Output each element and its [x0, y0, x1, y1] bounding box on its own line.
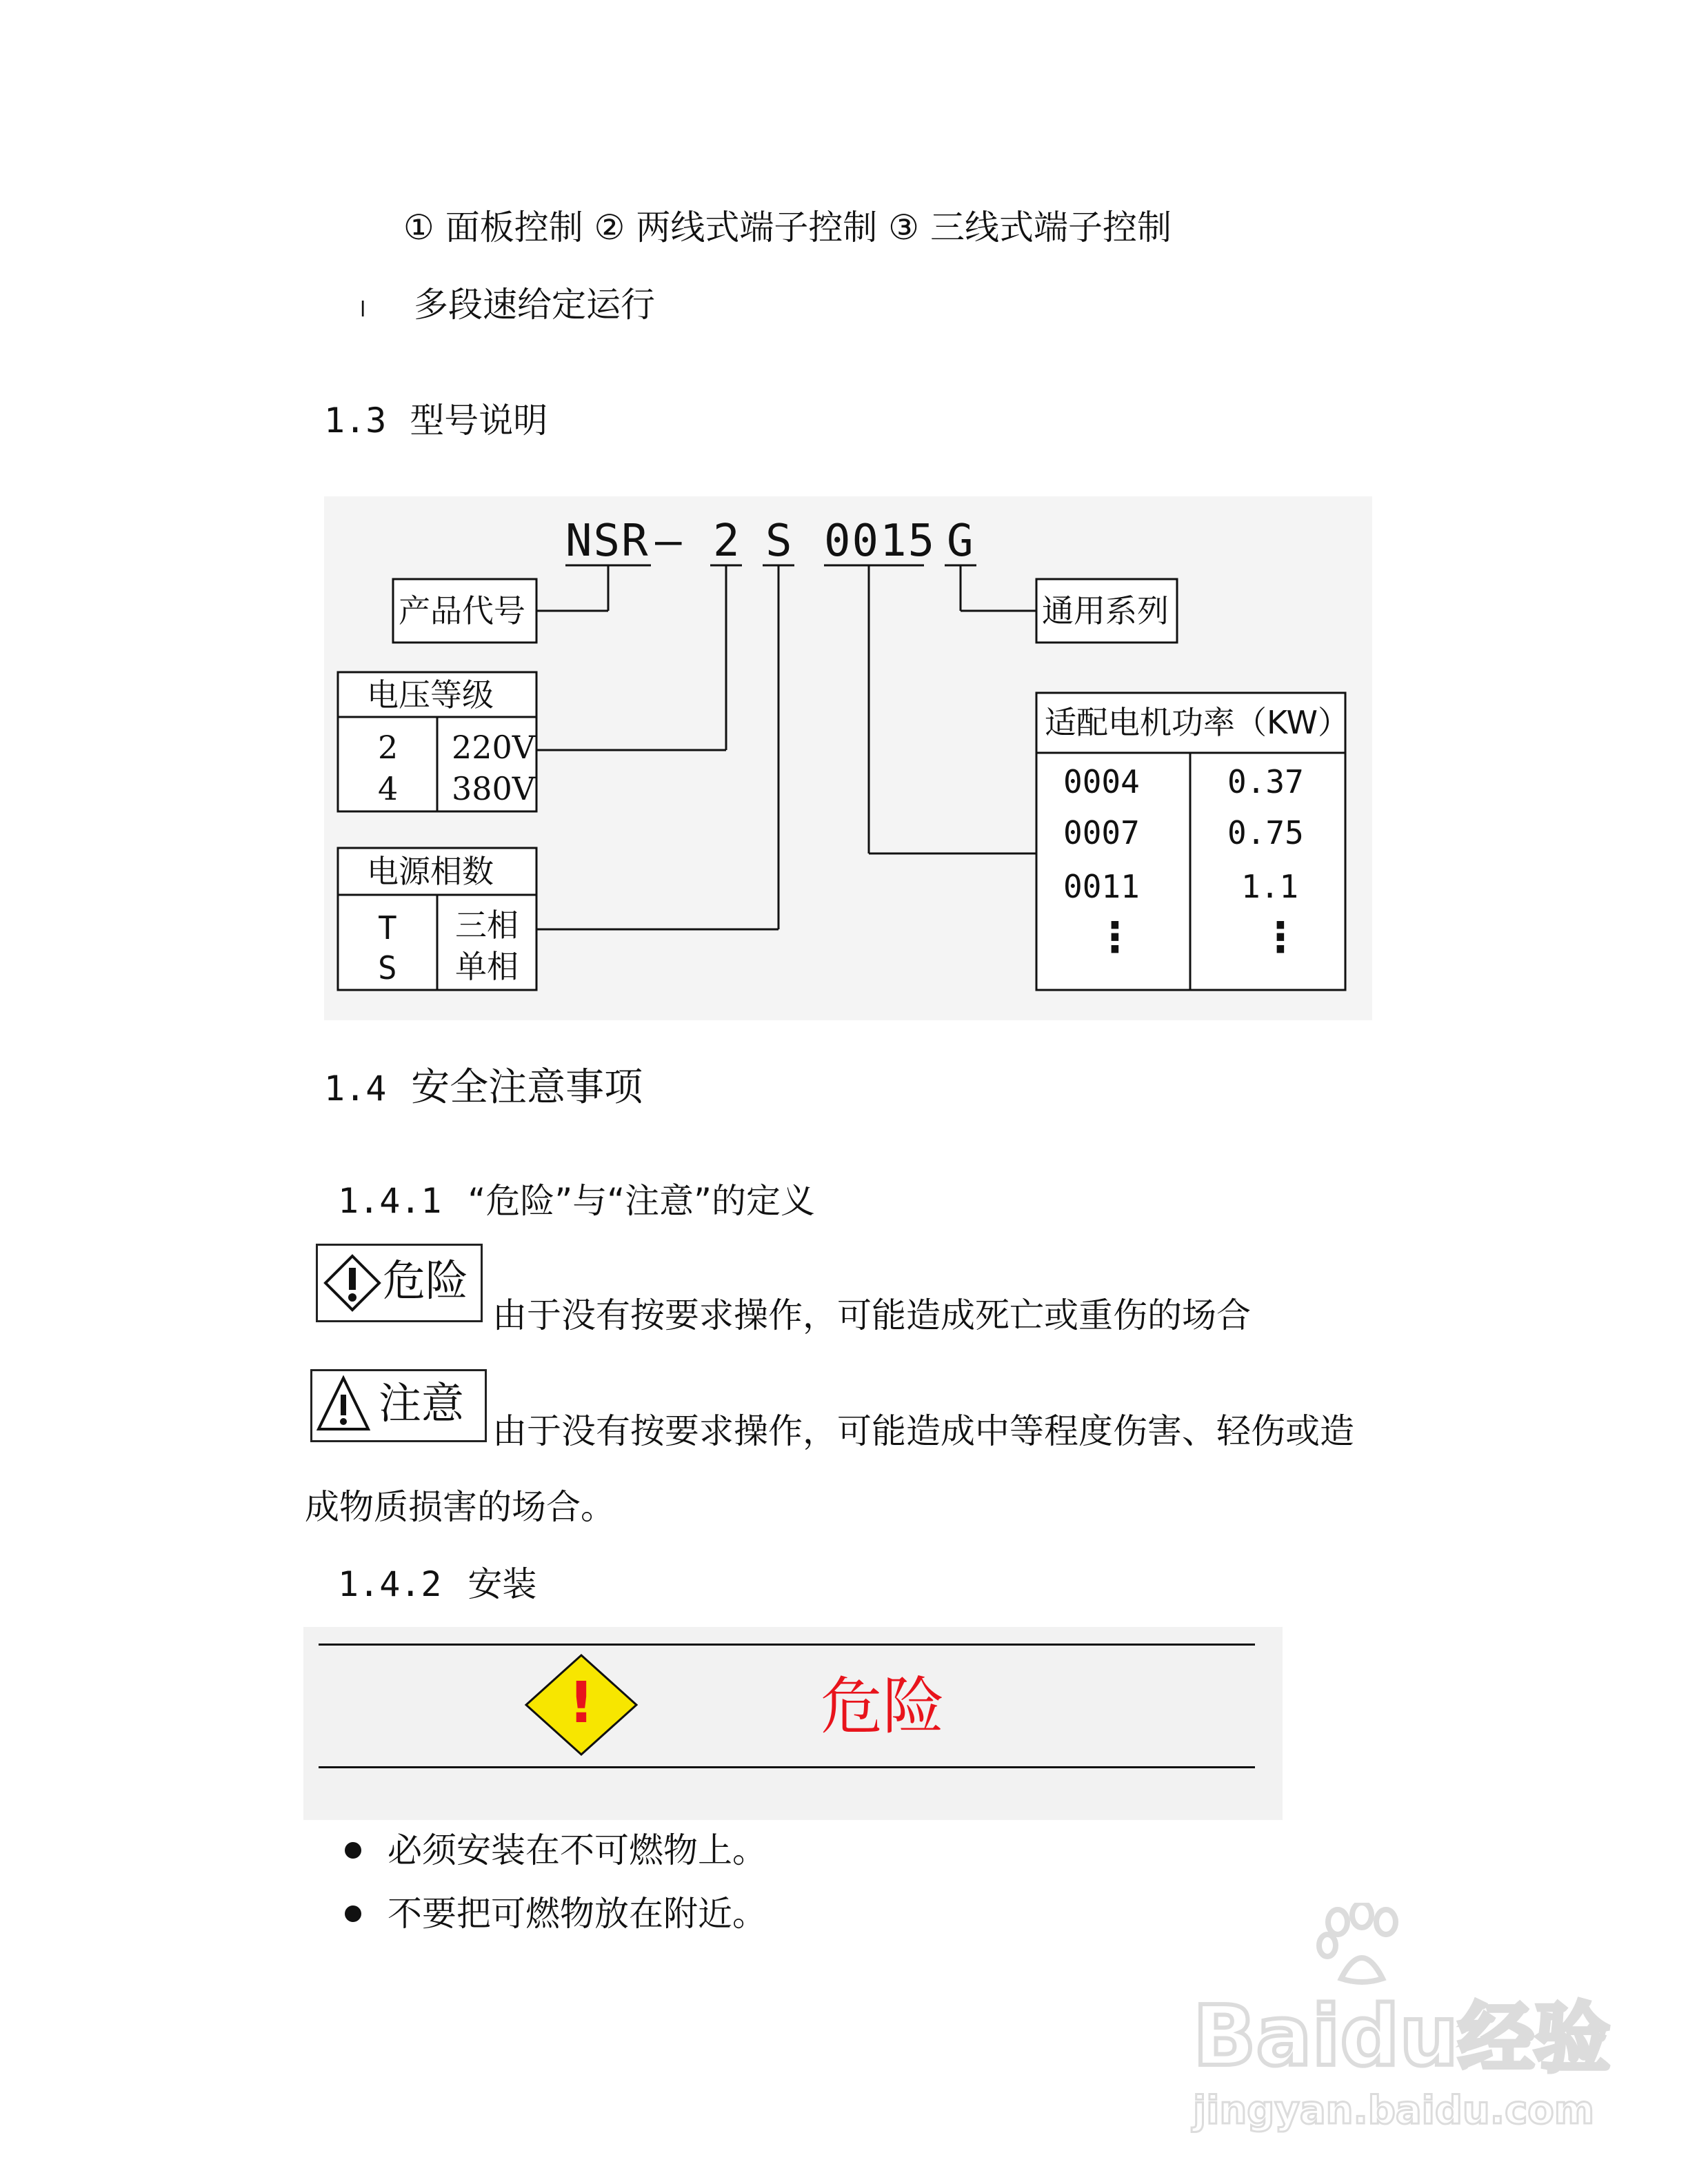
power-code-2: 0007 [1063, 814, 1140, 851]
section-number: 1.4 [324, 1069, 387, 1109]
caution-badge [310, 1369, 487, 1442]
warning-mark: ! [568, 1670, 594, 1736]
danger-diamond-icon [323, 1254, 381, 1312]
section-1-4-2-heading [338, 1564, 536, 1605]
section-1-3-heading [324, 400, 547, 441]
voltage-value-1: 220V [452, 729, 536, 766]
section-number: 1.4.2 [338, 1564, 442, 1604]
model-prefix: NSR [565, 516, 650, 567]
bullet-mark: l [360, 298, 366, 322]
feature-item: 多段速给定运行 [414, 285, 655, 325]
watermark-url: jingyan.baidu.com [1193, 2088, 1595, 2133]
section-title: 安全注意事项 [411, 1065, 643, 1110]
model-power-code: 0015 [824, 516, 936, 567]
series-label: 通用系列 [1042, 592, 1169, 629]
power-table-title: 适配电机功率（KW） [1045, 704, 1350, 741]
model-diagram [324, 496, 1372, 1020]
section-title: 型号说明 [410, 401, 548, 441]
phase-code-1: T [378, 909, 397, 947]
voltage-table-title: 电压等级 [367, 676, 494, 714]
watermark-brand [1193, 1989, 1610, 2085]
power-value-1: 0.37 [1227, 763, 1304, 800]
caution-definition-line2: 成物质损害的场合。 [305, 1487, 615, 1527]
baidu-watermark [1172, 1903, 1610, 2133]
warning-diamond-icon [524, 1653, 639, 1757]
phase-code-2: S [378, 949, 397, 987]
model-dash: — [655, 516, 683, 567]
install-danger-banner [303, 1627, 1283, 1820]
section-title: “危险”与“注意”的定义 [468, 1181, 816, 1221]
phase-table-title: 电源相数 [367, 853, 494, 890]
model-phase-code: S [765, 516, 794, 567]
banner-danger-label: 危险 [821, 1670, 945, 1743]
model-series-code: G [947, 516, 975, 567]
caution-definition-line1: 由于没有按要求操作，可能造成中等程度伤害、轻伤或造 [492, 1411, 1354, 1451]
caution-triangle-icon [316, 1375, 370, 1433]
power-code-1: 0004 [1063, 763, 1140, 800]
control-modes-line: ① 面板控制 ② 两线式端子控制 ③ 三线式端子控制 [403, 208, 1172, 247]
phase-value-2: 单相 [455, 948, 519, 985]
paw-logo-icon [1310, 1903, 1414, 1985]
section-number: 1.4.1 [338, 1181, 442, 1221]
product-code-label: 产品代号 [399, 592, 525, 629]
banner-bottom-rule [319, 1766, 1255, 1768]
section-1-4-heading [324, 1065, 643, 1111]
watermark-brand-du: du [1340, 1989, 1458, 2085]
watermark-brand-cn: 经验 [1458, 1994, 1610, 2083]
danger-badge [316, 1244, 483, 1322]
danger-definition: 由于没有按要求操作，可能造成死亡或重伤的场合 [492, 1295, 1251, 1335]
phase-value-1: 三相 [455, 907, 519, 944]
section-1-4-1-heading [338, 1180, 815, 1222]
bullet-dot [345, 1842, 361, 1859]
caution-badge-label: 注意 [379, 1378, 465, 1428]
power-value-ellipsis: ⋮ [1260, 913, 1301, 962]
voltage-value-2: 380V [452, 770, 536, 807]
voltage-code-2: 4 [378, 770, 399, 807]
section-title: 安装 [468, 1564, 537, 1604]
banner-top-rule [319, 1644, 1255, 1646]
power-code-ellipsis: ⋮ [1094, 913, 1136, 962]
power-value-3: 1.1 [1241, 868, 1299, 905]
power-code-3: 0011 [1063, 868, 1140, 905]
voltage-code-1: 2 [378, 729, 399, 766]
install-item-2: 不要把可燃物放在附近。 [388, 1894, 767, 1934]
bullet-dot [345, 1905, 361, 1922]
power-value-2: 0.75 [1227, 814, 1304, 851]
section-number: 1.3 [324, 401, 387, 441]
danger-badge-label: 危险 [383, 1255, 469, 1306]
install-item-1: 必须安装在不可燃物上。 [388, 1830, 767, 1870]
watermark-brand-bai: Bai [1193, 1989, 1340, 2085]
model-voltage-code: 2 [713, 516, 741, 567]
